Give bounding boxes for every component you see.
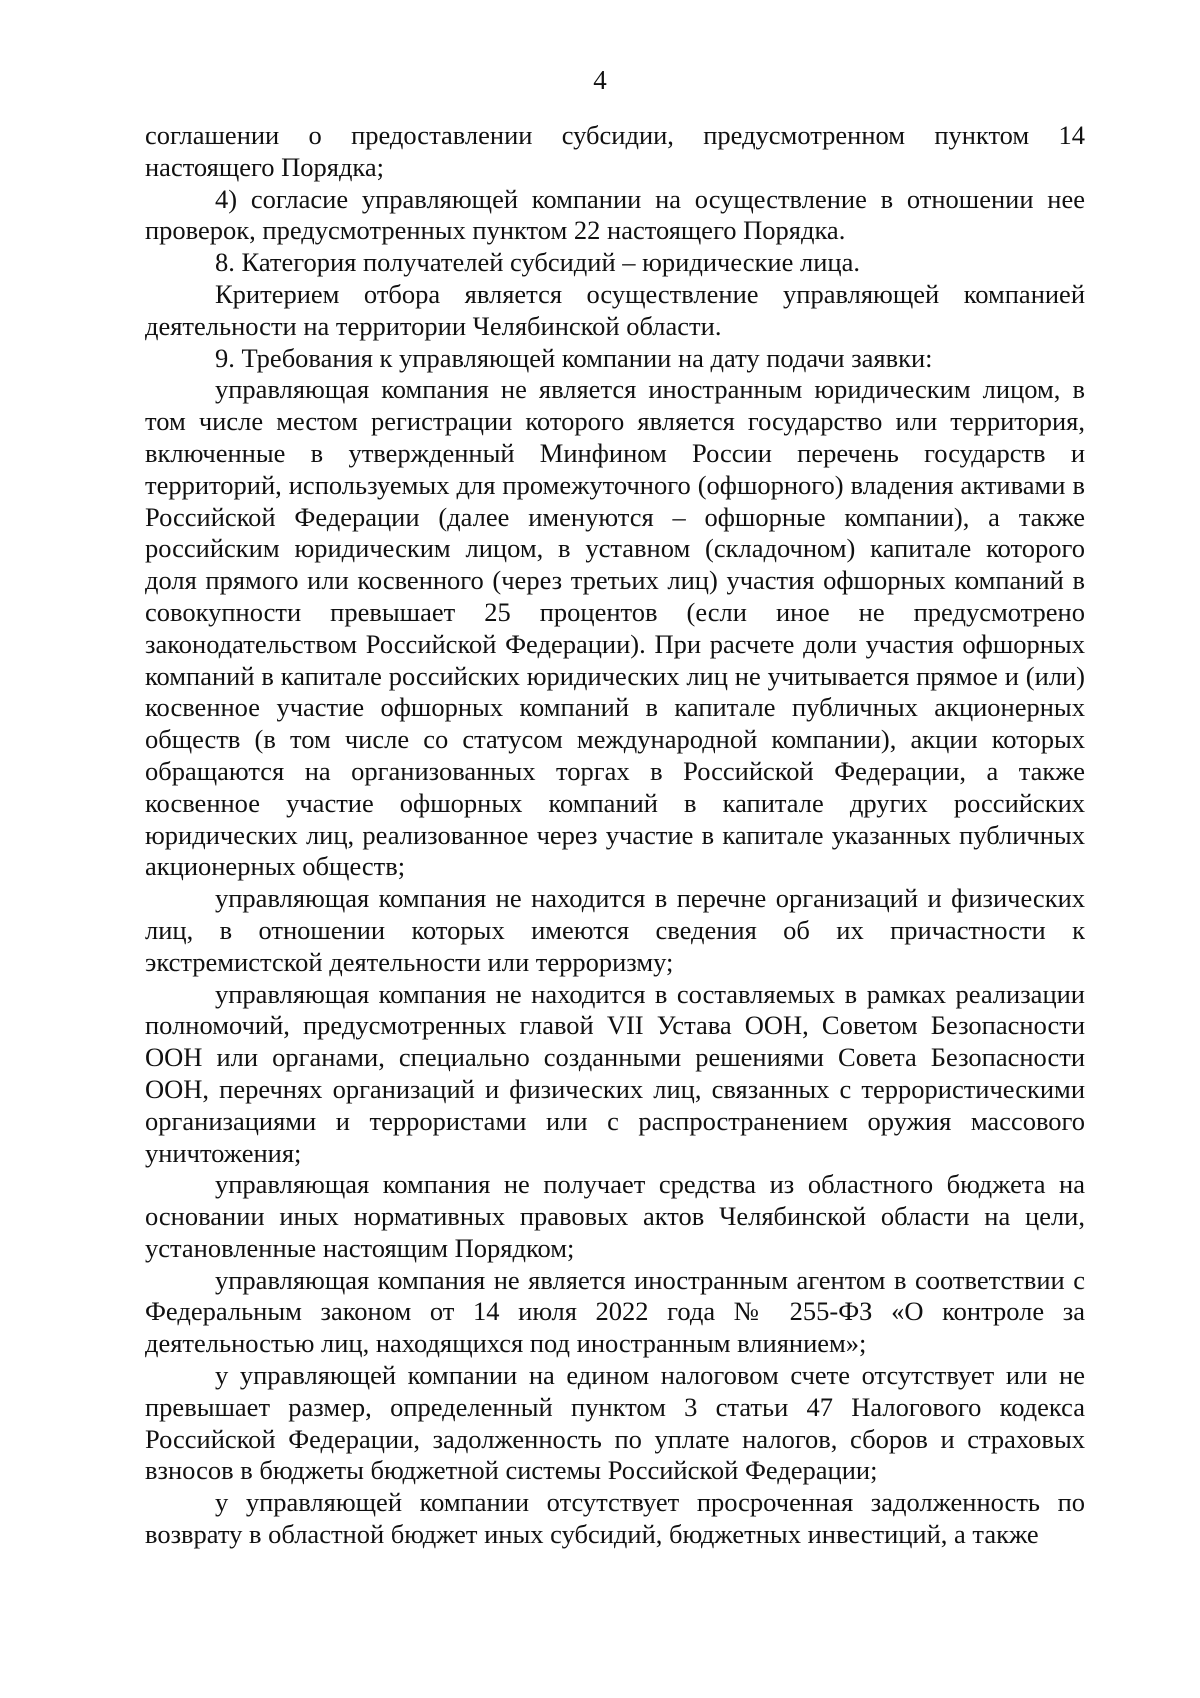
paragraph-requirement-foreign-agent: управляющая компания не является иностранным агентом в соответствии с Федеральным законом от 14 июля 2022 года № 255-ФЗ «О контроле за деятельностью лиц, находящихся под иностранным влиянием»; [145, 1264, 1085, 1359]
paragraph-section-9-requirements: 9. Требования к управляющей компании на дату подачи заявки: [215, 342, 933, 373]
paragraph-item-4-consent: 4) согласие управляющей компании на осуществление в отношении нее проверок, предусмотренных пунктом 22 настоящего Порядка. [145, 183, 1085, 246]
paragraph-requirement-offshore: управляющая компания не является иностранным юридическим лицом, в том числе местом регистрации которого является государство или территория, включенные в утвержденный Минфином России перечень государств и территорий, используемых для промежуточного (офшорного) владения активами в Российской Федерации (далее именуются – офшорные компании), а также российским юридическим лицом, в уставном (складочном) капитале которого доля прямого или косвенного (через третьих лиц) участия офшорных компаний в совокупности превышает 25 процентов (если иное не предусмотрено законодательством Российской Федерации). При расчете доли участия офшорных компаний в капитале российских юридических лиц не учитывается прямое и (или) косвенное участие офшорных компаний в капитале публичных акционерных обществ (в том числе со статусом международной компании), акции которых обращаются на организованных торгах в Российской Федерации, а также косвенное участие офшорных компаний в капитале других российских юридических лиц, реализованное через участие в капитале указанных публичных акционерных обществ; [145, 374, 1085, 882]
page-number: 4 [593, 65, 607, 95]
paragraph-section-8-category: 8. Категория получателей субсидий – юридические лица. [215, 247, 860, 278]
paragraph-requirement-un-lists: управляющая компания не находится в составляемых в рамках реализации полномочий, предусмотренных главой VII Устава ООН, Советом Безопасности ООН или органами, специально созданными решениями Совета Безопасности ООН, перечнях организаций и физических лиц, связанных с террористическими организациями и террористами или с распространением оружия массового уничтожения; [145, 978, 1085, 1168]
paragraph-requirement-overdue-debt: у управляющей компании отсутствует просроченная задолженность по возврату в областной бюджет иных субсидий, бюджетных инвестиций, а также [145, 1487, 1085, 1550]
document-body [145, 120, 1085, 1551]
paragraph-continuation: соглашении о предоставлении субсидии, предусмотренном пунктом 14 настоящего Порядка; [145, 120, 1085, 182]
paragraph-requirement-tax-debt: у управляющей компании на едином налоговом счете отсутствует или не превышает размер, определенный пунктом 3 статьи 47 Налогового кодекса Российской Федерации, задолженность по уплате налогов, сборов и страховых взносов в бюджеты бюджетной системы Российской Федерации; [145, 1360, 1085, 1486]
paragraph-requirement-no-other-funds: управляющая компания не получает средства из областного бюджета на основании иных нормативных правовых актов Челябинской области на цели, установленные настоящим Порядком; [145, 1169, 1085, 1263]
paragraph-requirement-extremism: управляющая компания не находится в перечне организаций и физических лиц, в отношении которых имеются сведения об их причастности к экстремистской деятельности или терроризму; [145, 883, 1085, 977]
paragraph-selection-criterion: Критерием отбора является осуществление управляющей компанией деятельности на территории Челябинской области. [145, 278, 1085, 341]
